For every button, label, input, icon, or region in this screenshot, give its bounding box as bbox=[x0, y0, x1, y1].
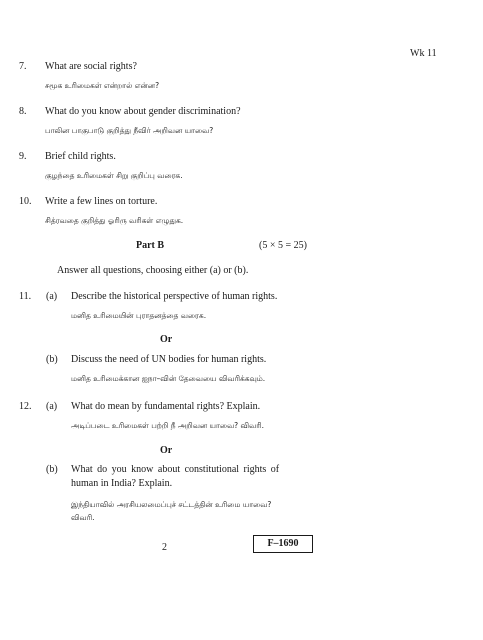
question-text-tamil: அடிப்படை உரிமைகள் பற்றி நீ அறிவன யாவை? விவரி. bbox=[71, 421, 265, 430]
option-label: (a) bbox=[46, 401, 58, 412]
part-instruction: Answer all questions, choosing either (a) or (b). bbox=[57, 265, 249, 276]
question-text-tamil: சித்ரவதை குறித்து ஓரிரு வரிகள் எழுதுக. bbox=[45, 216, 184, 225]
option-label: (a) bbox=[46, 291, 58, 302]
question-number: 11. bbox=[19, 291, 32, 302]
question-text-english: What do mean by fundamental rights? Explain. bbox=[71, 401, 261, 412]
question-number: 9. bbox=[19, 151, 27, 162]
question-text-tamil: மனித உரிமையின் புராதனத்தை வரைக. bbox=[71, 311, 207, 320]
or-separator: Or bbox=[160, 334, 173, 345]
question-number: 7. bbox=[19, 61, 27, 72]
question-text-english: human in India? Explain. bbox=[71, 478, 173, 489]
paper-code-box: F–1690 bbox=[253, 535, 313, 553]
question-number: 8. bbox=[19, 106, 27, 117]
question-number: 10. bbox=[19, 196, 32, 207]
part-marks: (5 × 5 = 25) bbox=[259, 240, 307, 251]
option-label: (b) bbox=[46, 354, 58, 365]
question-text-tamil: குழந்தை உரிமைகள் சிறு குறிப்பு வரைக. bbox=[45, 171, 183, 180]
question-text-tamil: மனித உரிமைக்கான ஐநா–வின் தேவையை விவரிக்கவும். bbox=[71, 374, 266, 383]
question-text-english: Discuss the need of UN bodies for human rights. bbox=[71, 354, 267, 365]
question-number: 12. bbox=[19, 401, 32, 412]
question-text-english: Describe the historical perspective of human rights. bbox=[71, 291, 278, 302]
question-text-tamil: சமூக உரிமைகள் என்றால் என்ன? bbox=[45, 81, 160, 90]
question-text-english: What do you know about gender discrimination? bbox=[45, 106, 241, 117]
question-text-tamil: விவரி. bbox=[71, 513, 95, 522]
page-number: 2 bbox=[162, 542, 167, 553]
header-code: Wk 11 bbox=[410, 48, 437, 59]
question-text-english: Brief child rights. bbox=[45, 151, 116, 162]
part-title: Part B bbox=[136, 240, 165, 251]
question-text-english: Write a few lines on torture. bbox=[45, 196, 158, 207]
question-text-english: What do you know about constitutional rights of bbox=[71, 464, 280, 475]
question-text-tamil: இந்தியாவில் அரசியலமைப்புச் சட்டத்தின் உரிமை யாவை? bbox=[71, 500, 272, 509]
question-text-english: What are social rights? bbox=[45, 61, 137, 72]
or-separator: Or bbox=[160, 445, 173, 456]
option-label: (b) bbox=[46, 464, 58, 475]
question-text-tamil: பாலின பாகுபாடு குறித்து நீவிர் அறிவன யாவை? bbox=[45, 126, 214, 135]
